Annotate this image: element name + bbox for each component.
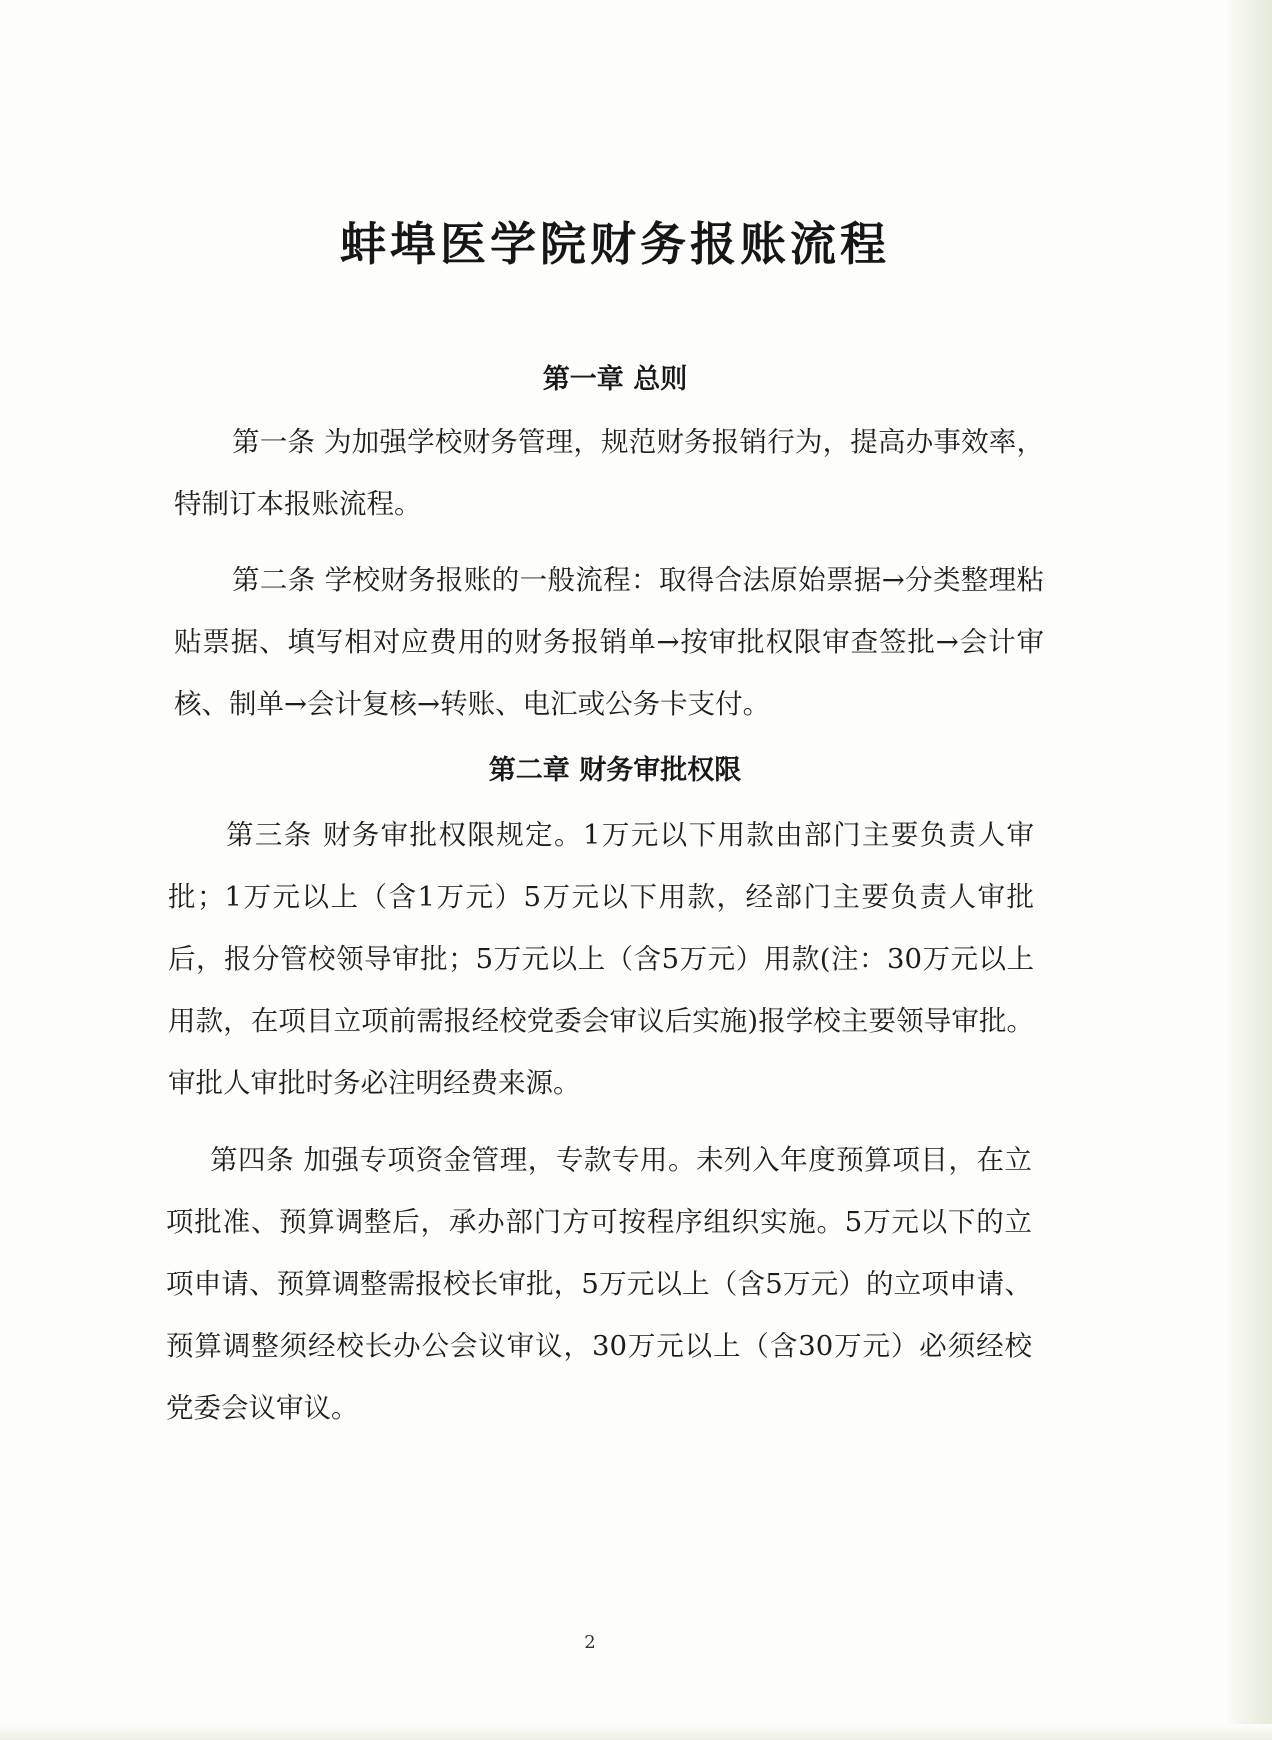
chapter-1-heading: 第一章 总则 [542,364,688,395]
article-1: 第一条 为加强学校财务管理，规范财务报销行为，提高办事效率，特制订本报账流程。 [174,426,1044,520]
article-2: 第二条 学校财务报账的一般流程：取得合法原始票据→分类整理粘贴票据、填写相对应费用的财务报销单→按审批权限审查签批→会计审核、制单→会计复核→转账、电汇或公务卡支付。 [174,564,1044,720]
chapter-2-heading: 第二章 财务审批权限 [488,755,742,786]
scan-edge-shadow [1228,0,1272,1740]
article-3: 第三条 财务审批权限规定。1万元以下用款由部门主要负责人审批；1万元以上（含1万元）5万元以下用款，经部门主要负责人审批后，报分管校领导审批；5万元以上（含5万元）用款(注：30万元以上用款，在项目立项前需报经校党委会审议后实施)报学校主要领导审批。审批人审批时务必注明经费来源。 [168,819,1034,1099]
page-number: 2 [584,1632,596,1653]
scan-edge-bottom [0,1724,1272,1740]
document-title: 蚌埠医学院财务报账流程 [340,217,890,271]
article-4: 第四条 加强专项资金管理，专款专用。未列入年度预算项目，在立项批准、预算调整后，承办部门方可按程序组织实施。5万元以下的立项申请、预算调整需报校长审批，5万元以上（含5万元）的立项申请、预算调整须经校长办公会议审议，30万元以上（含30万元）必须经校党委会议审议。 [166,1144,1032,1424]
